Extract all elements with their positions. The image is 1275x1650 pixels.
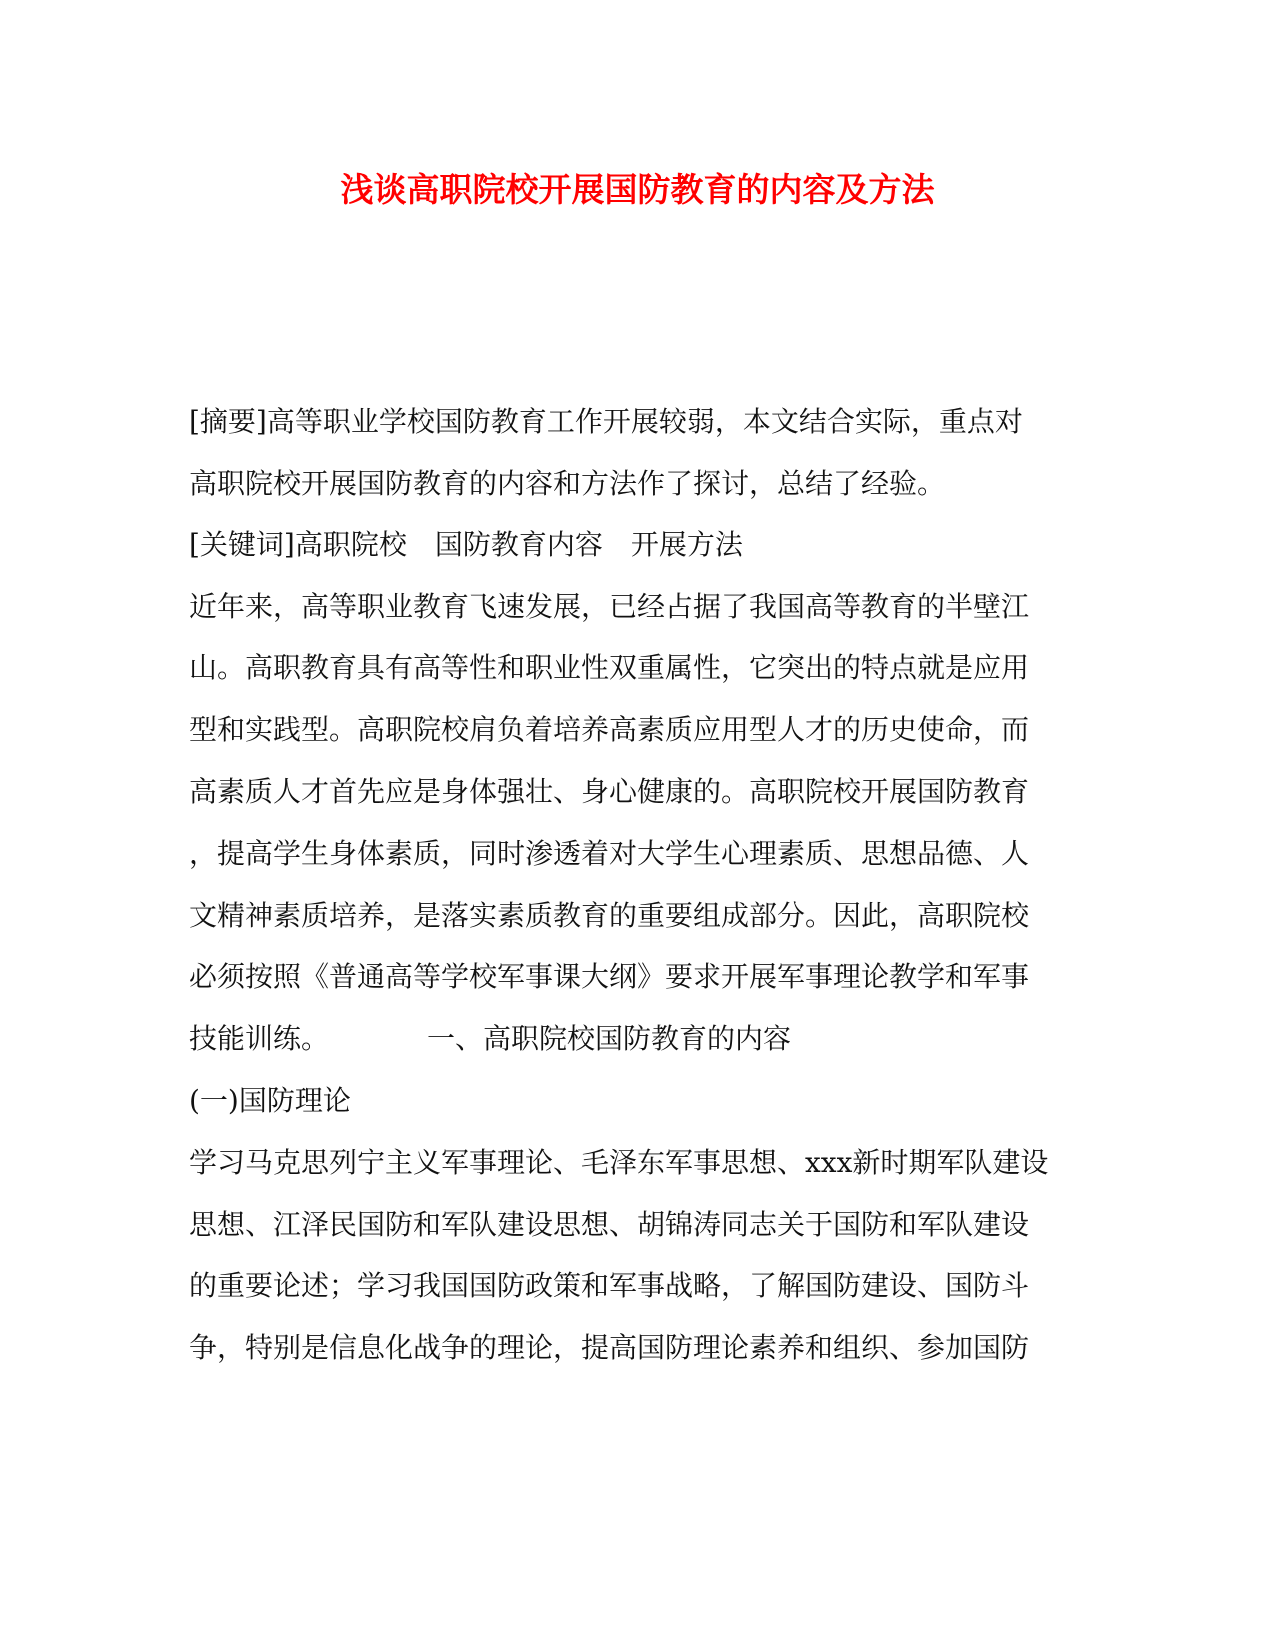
body-line: 近年来，高等职业教育飞速发展，已经占据了我国高等教育的半壁江: [189, 590, 1030, 623]
body-line: 山。高职教育具有高等性和职业性双重属性，它突出的特点就是应用: [189, 651, 1030, 684]
keywords-line: [关键词]高职院校 国防教育内容 开展方法: [189, 528, 743, 561]
body-line: 学习马克思列宁主义军事理论、毛泽东军事思想、xxx新时期军队建设: [189, 1146, 1049, 1179]
document-title: 浅谈高职院校开展国防教育的内容及方法: [340, 170, 935, 209]
body-line: 思想、江泽民国防和军队建设思想、胡锦涛同志关于国防和军队建设: [189, 1208, 1030, 1241]
body-line: 高素质人才首先应是身体强壮、身心健康的。高职院校开展国防教育: [189, 775, 1030, 808]
body-line: 必须按照《普通高等学校军事课大纲》要求开展军事理论教学和军事: [189, 960, 1030, 993]
body-line: 型和实践型。高职院校肩负着培养高素质应用型人才的历史使命，而: [189, 713, 1030, 746]
section-heading: 一、高职院校国防教育的内容: [427, 1022, 792, 1055]
body-line: ，提高学生身体素质，同时渗透着对大学生心理素质、思想品德、人: [189, 837, 1030, 870]
subsection-heading: (一)国防理论: [189, 1084, 351, 1117]
abstract-line: 高职院校开展国防教育的内容和方法作了探讨，总结了经验。: [189, 467, 946, 500]
body-line: 文精神素质培养，是落实素质教育的重要组成部分。因此，高职院校: [189, 899, 1030, 932]
body-line: 的重要论述；学习我国国防政策和军事战略，了解国防建设、国防斗: [189, 1269, 1030, 1302]
abstract-line: [摘要]高等职业学校国防教育工作开展较弱，本文结合实际，重点对: [189, 405, 1023, 438]
body-line: 争，特别是信息化战争的理论，提高国防理论素养和组织、参加国防: [189, 1331, 1030, 1364]
body-line: 技能训练。: [189, 1022, 330, 1055]
